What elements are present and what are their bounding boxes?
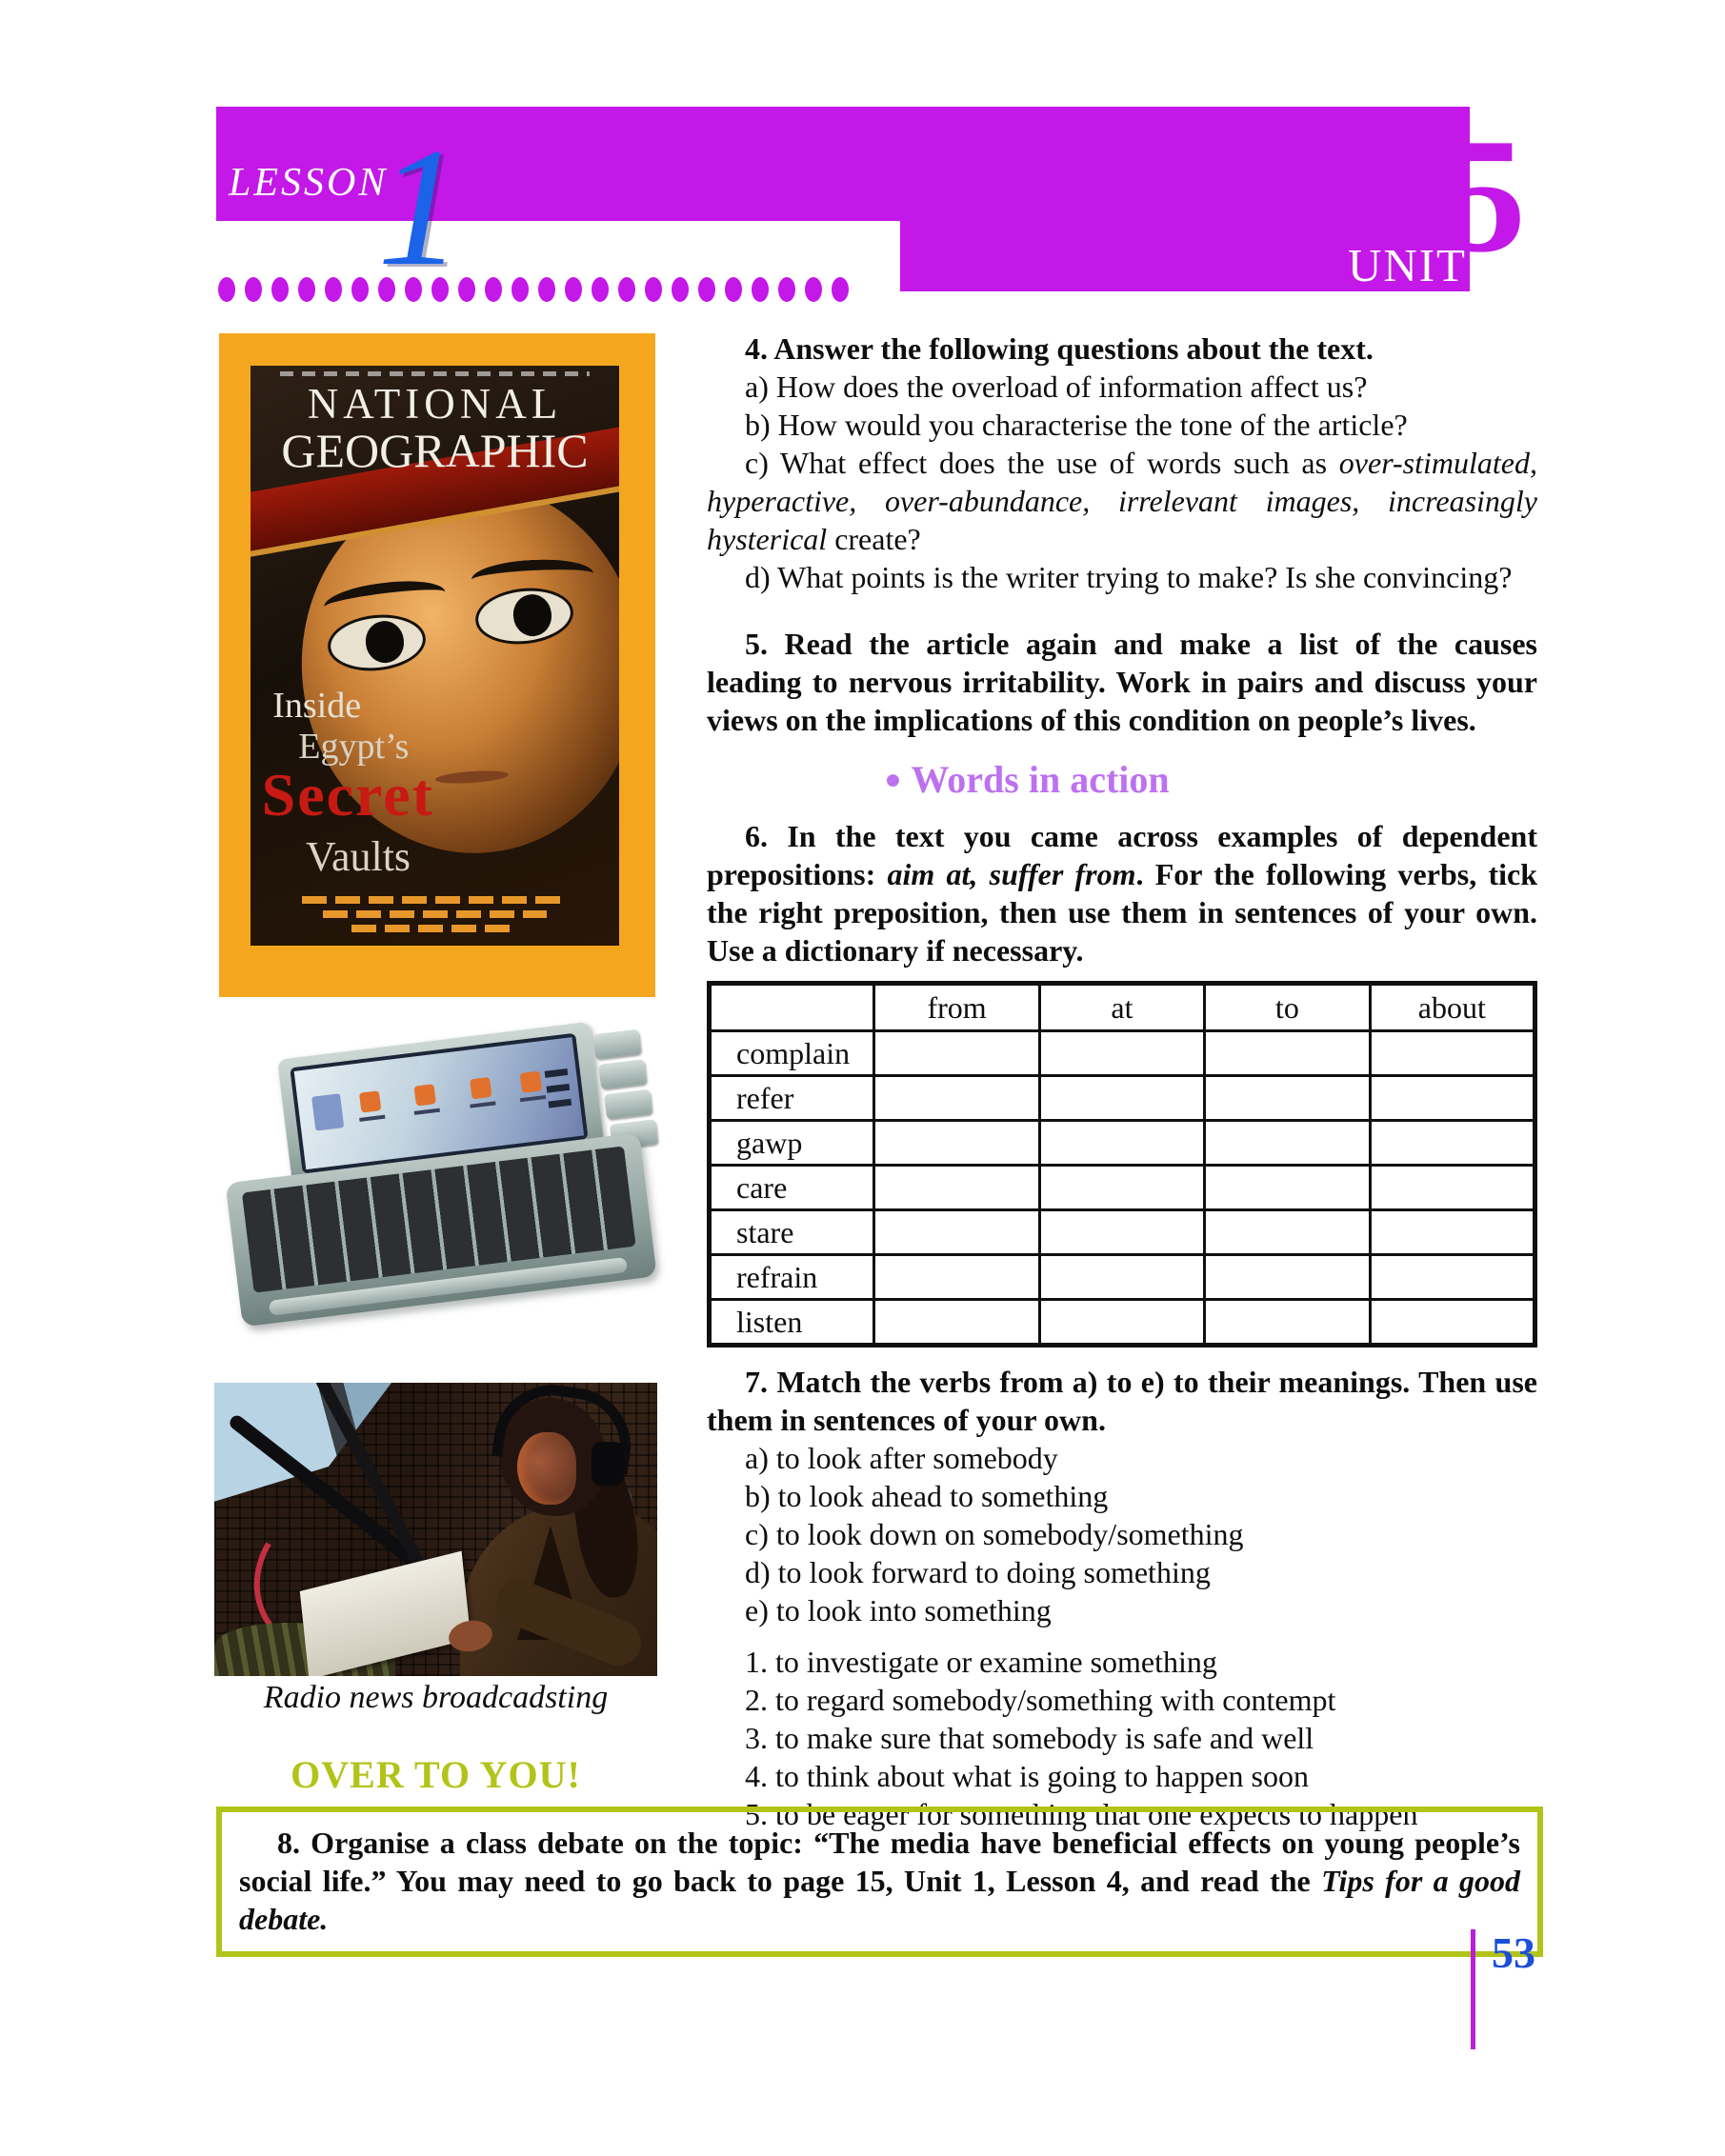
bullet-icon: ●	[884, 764, 902, 795]
divider-dot	[778, 277, 795, 302]
tick-cell	[1205, 1300, 1370, 1346]
radio-studio-photo	[214, 1383, 657, 1676]
over-to-you-heading: OVER TO YOU!	[291, 1753, 581, 1796]
tick-cell	[874, 1210, 1039, 1255]
divider-dot	[672, 277, 689, 302]
exercise-heading: 4. Answer the following questions about the text.	[745, 331, 1374, 366]
photo-caption: Radio news broadcadsting	[263, 1680, 609, 1715]
list-item: c) to look down on somebody/something	[745, 1517, 1244, 1551]
tick-cell	[1039, 1210, 1204, 1255]
table-row	[710, 1031, 1535, 1076]
list-item: 2. to regard somebody/something with contempt	[745, 1683, 1336, 1717]
cover-top-strapline	[280, 371, 590, 376]
question-item: a) How does the overload of information affect us?	[745, 369, 1368, 404]
phone-side-button	[598, 1059, 647, 1089]
tick-cell	[1370, 1300, 1534, 1346]
words-in-action-label: Words in action	[911, 758, 1170, 801]
lesson-number: 1	[377, 112, 462, 301]
divider-dot	[645, 277, 662, 302]
divider-dot	[218, 277, 235, 302]
exercise-6	[707, 817, 1537, 969]
tick-cell	[1039, 1121, 1204, 1166]
table-header-cell: about	[1370, 984, 1534, 1031]
verb-cell: care	[710, 1166, 874, 1210]
exercise-heading: 7. Match the verbs from a) to e) to their meanings. Then use them in sentences of your own.	[707, 1365, 1537, 1437]
unit-label: UNIT	[1347, 239, 1467, 291]
divider-dot	[245, 277, 262, 302]
tick-cell	[1205, 1076, 1370, 1121]
table-row	[710, 1076, 1535, 1121]
question-item: c) What effect does the use of words such as over-stimulated, hyperactive, over-abundance, irrelevant images, increasingly hysterical create?	[707, 446, 1537, 556]
headphone-cup	[592, 1442, 624, 1486]
cover-masthead-line2: GEOGRAPHIC	[281, 424, 589, 477]
magazine-cover	[219, 333, 655, 997]
tick-cell	[1370, 1121, 1534, 1166]
table-header-cell	[710, 984, 874, 1031]
page-edge-line	[1471, 1929, 1475, 2049]
divider-dot	[325, 277, 342, 302]
tick-cell	[1370, 1076, 1534, 1121]
table-header-cell: at	[1039, 984, 1204, 1031]
page-number: 53	[1492, 1928, 1535, 1977]
exercise-8-text: 8. Organise a class debate on the topic: “The media have beneficial effects on young people’s social life.” You may need to go back to page 15, Unit 1, Lesson 4, and read the Tips for a good debate.	[239, 1826, 1521, 1936]
tick-cell	[1039, 1300, 1204, 1346]
cover-teaser-lines	[280, 889, 590, 932]
question-item: d) What points is the writer trying to make? Is she convincing?	[745, 560, 1513, 594]
verb-cell: refer	[710, 1076, 874, 1121]
question-item: b) How would you characterise the tone of the article?	[745, 408, 1408, 442]
table-row	[710, 1166, 1535, 1210]
divider-dot	[485, 277, 502, 302]
divider-dot	[511, 277, 529, 302]
table-row	[710, 1210, 1535, 1255]
table-row	[710, 1300, 1535, 1346]
phone-app-icon	[414, 1084, 436, 1106]
table-header-cell: from	[874, 984, 1039, 1031]
tick-cell	[1370, 1031, 1534, 1076]
tick-cell	[1039, 1166, 1204, 1210]
table-row	[710, 1121, 1535, 1166]
prepositions-table	[707, 981, 1537, 1348]
tick-cell	[1205, 1210, 1370, 1255]
tick-cell	[1039, 1076, 1204, 1121]
divider-dot	[565, 277, 582, 302]
divider-dot	[725, 277, 742, 302]
table-header-row	[710, 984, 1535, 1031]
divider-dot	[298, 277, 315, 302]
list-item: 1. to investigate or examine something	[745, 1645, 1217, 1679]
meanings-list	[707, 1643, 1537, 1833]
tick-cell	[874, 1121, 1039, 1166]
phone-app-icon	[470, 1077, 491, 1099]
tick-cell	[1205, 1121, 1370, 1166]
list-item: a) to look after somebody	[745, 1441, 1058, 1475]
verbs-list	[707, 1439, 1537, 1629]
exercise-7	[707, 1363, 1537, 1833]
tick-cell	[1205, 1166, 1370, 1210]
verb-cell: complain	[710, 1031, 874, 1076]
divider-dot	[592, 277, 609, 302]
divider-dot	[271, 277, 289, 302]
tick-cell	[1205, 1255, 1370, 1300]
magazine-cover-photo	[251, 366, 619, 946]
phone-side-button	[604, 1089, 652, 1120]
divider-dot	[805, 277, 822, 302]
communicator-phone-photo	[229, 1033, 657, 1333]
table-header-cell: to	[1205, 984, 1370, 1031]
tick-cell	[1039, 1255, 1204, 1300]
phone-side-button	[592, 1029, 641, 1060]
verb-cell: stare	[710, 1210, 874, 1255]
divider-dot	[832, 277, 849, 302]
exercise-4	[707, 329, 1537, 596]
cover-headline-line3: Secret	[261, 761, 434, 829]
tick-cell	[1039, 1031, 1204, 1076]
tick-cell	[874, 1166, 1039, 1210]
verb-cell: refrain	[710, 1255, 874, 1300]
list-item: b) to look ahead to something	[745, 1479, 1109, 1513]
cover-masthead-line1: NATIONAL	[307, 380, 563, 428]
exercise-heading: 6. In the text you came across examples of dependent prepositions: aim at, suffer from. For the following verbs, tick the right preposition, then use them in sentences of your own. Use a dictionary if necessary.	[707, 819, 1538, 968]
table-row	[710, 1255, 1535, 1300]
cover-headline-line1: Inside	[272, 685, 362, 726]
list-item: d) to look forward to doing something	[745, 1555, 1211, 1589]
cover-headline-line4: Vaults	[306, 833, 411, 881]
exercise-5	[707, 625, 1537, 739]
exercise-heading: 5. Read the article again and make a list of the causes leading to nervous irritability. Work in pairs and discuss your views on the implications of this condition on people’s lives.	[707, 627, 1537, 737]
debate-box	[216, 1807, 1543, 1957]
list-item: 5. to be eager for something that one expects to happen	[745, 1797, 1418, 1831]
lesson-label: LESSON	[229, 161, 389, 205]
list-item: e) to look into something	[745, 1593, 1052, 1627]
divider-dot	[618, 277, 635, 302]
tick-cell	[874, 1255, 1039, 1300]
divider-dot	[351, 277, 369, 302]
list-item: 4. to think about what is going to happen soon	[745, 1759, 1309, 1793]
tick-cell	[1370, 1210, 1534, 1255]
words-in-action-heading	[707, 758, 1347, 802]
verb-cell: gawp	[710, 1121, 874, 1166]
list-item: 3. to make sure that somebody is safe and well	[745, 1721, 1314, 1755]
verb-cell: listen	[710, 1300, 874, 1346]
tick-cell	[1370, 1255, 1534, 1300]
tick-cell	[874, 1076, 1039, 1121]
phone-app-icon	[520, 1071, 542, 1093]
divider-dot	[538, 277, 555, 302]
exercise-column	[707, 329, 1537, 1833]
tick-cell	[1370, 1166, 1534, 1210]
tick-cell	[1205, 1031, 1370, 1076]
unit-number: 5	[1444, 106, 1526, 287]
tick-cell	[874, 1300, 1039, 1346]
divider-dot	[698, 277, 715, 302]
tick-cell	[874, 1031, 1039, 1076]
phone-app-icon	[359, 1090, 381, 1112]
divider-dot	[752, 277, 769, 302]
dotted-divider	[218, 277, 849, 302]
cover-headline-line2: Egypt’s	[298, 726, 410, 767]
